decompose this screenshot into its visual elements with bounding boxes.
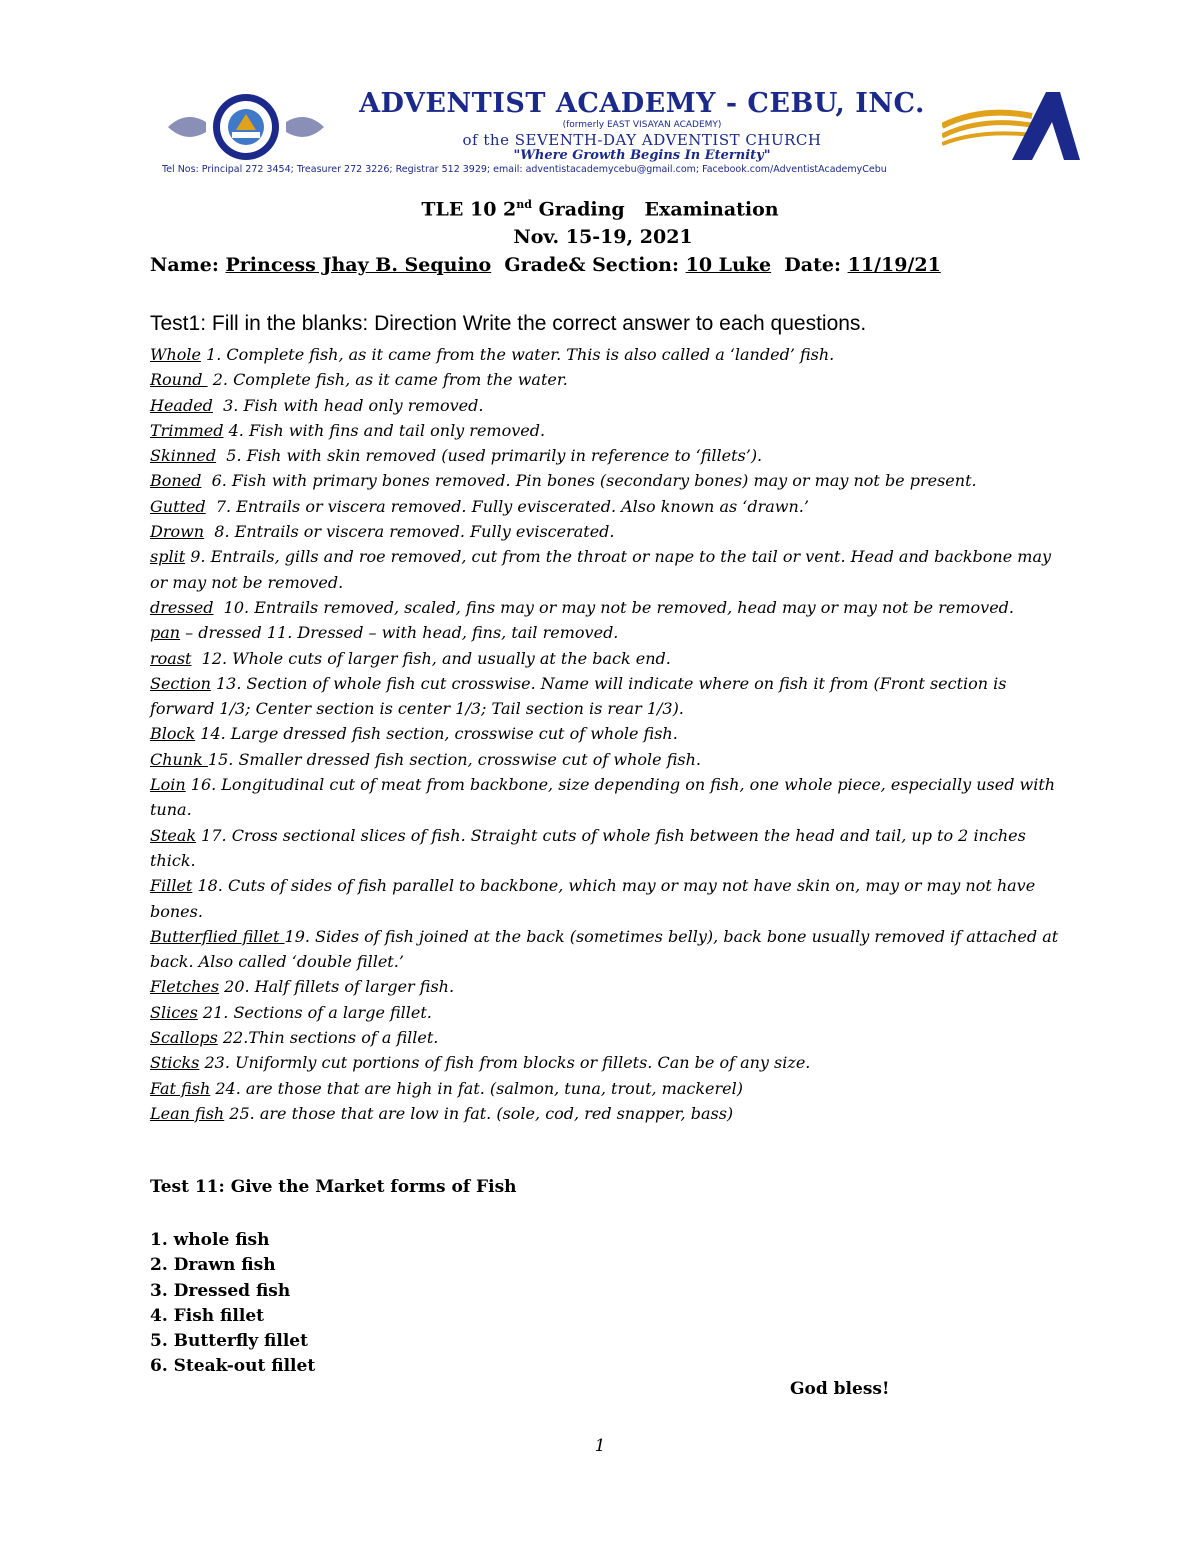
question-text: 5. Fish with skin removed (used primarily in reference to ‘fillets’). [216, 446, 763, 466]
answer-text: Drown [150, 522, 205, 542]
exam-dates: Nov. 15-19, 2021 [513, 226, 693, 248]
name-label: Name: [150, 254, 226, 276]
contact-line: Tel Nos: Principal 272 3454; Treasurer 272 3226; Registrar 512 3929; email: adventistacademycebu@gmail.com; Facebook.com/AdventistAcademyCebu [162, 164, 887, 175]
answer-text: Fat fish [150, 1078, 211, 1098]
question-item [150, 646, 1070, 671]
answer-text: Butterflied fillet [150, 926, 285, 946]
question-text: 2. Complete fish, as it came from the water. [207, 370, 568, 390]
answer-text: Section [150, 673, 211, 693]
question-item [150, 1000, 1070, 1025]
answer-text: Loin [150, 775, 186, 795]
question-text: – dressed 11. Dressed – with head, fins, tail removed. [180, 623, 619, 643]
school-motto: "Where Growth Begins In Eternity" [513, 148, 771, 163]
answer-text: dressed [150, 597, 214, 617]
date-label: Date: [771, 254, 848, 276]
exam-title-suffix: Grading Examination [531, 198, 779, 221]
answer-text: Chunk [150, 749, 208, 769]
answer-text: split [150, 547, 186, 567]
exam-title-sup: nd [516, 198, 532, 211]
question-item [150, 595, 1070, 620]
question-item [150, 443, 1070, 468]
market-form-item: 6. Steak-out fillet [150, 1356, 316, 1377]
question-text: 22.Thin sections of a fillet. [217, 1028, 439, 1048]
school-seal-logo [166, 92, 326, 162]
question-item [150, 342, 1070, 367]
answer-text: Steak [150, 825, 197, 845]
question-item [150, 1076, 1070, 1101]
question-text: 24. are those that are high in fat. (salmon, tuna, trout, mackerel) [210, 1078, 743, 1098]
question-item [150, 873, 1070, 924]
question-text: 12. Whole cuts of larger fish, and usually at the back end. [191, 648, 671, 668]
market-form-item: 3. Dressed fish [150, 1280, 291, 1301]
question-text: 25. are those that are low in fat. (sole, cod, red snapper, bass) [224, 1103, 734, 1123]
student-section: 10 Luke [685, 254, 772, 276]
question-item [150, 1101, 1070, 1126]
question-item [150, 393, 1070, 418]
market-form-item: 5. Butterfly fillet [150, 1331, 308, 1352]
question-item [150, 924, 1070, 975]
question-item [150, 671, 1070, 722]
question-text: 9. Entrails, gills and roe removed, cut from the throat or nape to the tail or vent. Head and backbone may or may not be removed. [150, 547, 1057, 592]
question-text: 19. Sides of fish joined at the back (sometimes belly), back bone usually removed if attached at back. Also called ‘double fillet.’ [150, 926, 1064, 972]
question-item [150, 367, 1070, 392]
page-number: 1 [594, 1436, 606, 1456]
question-text: 20. Half fillets of larger fish. [219, 977, 455, 997]
question-item [150, 494, 1070, 519]
question-text: 21. Sections of a large fillet. [197, 1002, 432, 1022]
answer-text: Fillet [150, 876, 193, 896]
question-text: 7. Entrails or viscera removed. Fully eviscerated. Also known as ‘drawn.’ [205, 496, 809, 516]
market-form-item: 2. Drawn fish [150, 1255, 276, 1276]
question-text: 10. Entrails removed, scaled, fins may or may not be removed, head may or may not be removed. [213, 597, 1014, 617]
exam-title-prefix: TLE 10 2 [421, 198, 517, 221]
question-text: 8. Entrails or viscera removed. Fully eviscerated. [204, 522, 615, 542]
answer-text: pan [150, 623, 181, 643]
test2-heading: Test 11: Give the Market forms of Fish [150, 1177, 517, 1197]
answer-text: Gutted [150, 496, 206, 516]
answer-text: Round [150, 370, 208, 390]
question-text: 15. Smaller dressed fish section, crosswise cut of whole fish. [207, 749, 701, 769]
exam-date: 11/19/21 [847, 254, 941, 276]
question-item [150, 747, 1070, 772]
question-text: 4. Fish with fins and tail only removed. [223, 420, 546, 440]
school-name: ADVENTIST ACADEMY - CEBU, INC. [359, 88, 925, 119]
adventist-a-logo [942, 86, 1080, 162]
student-name: Princess Jhay B. Sequino [225, 254, 492, 276]
student-info [150, 254, 941, 276]
answer-text: Lean fish [150, 1103, 225, 1123]
question-item [150, 974, 1070, 999]
question-item [150, 1050, 1070, 1075]
closing-note: God bless! [790, 1379, 890, 1399]
question-item [150, 721, 1070, 746]
answer-text: Trimmed [150, 420, 224, 440]
question-text: 6. Fish with primary bones removed. Pin bones (secondary bones) may or may not be present. [201, 471, 977, 491]
answer-text: Sticks [150, 1053, 200, 1073]
answer-text: Skinned [150, 446, 217, 466]
question-item [150, 544, 1070, 595]
answer-text: Fletches [150, 977, 220, 997]
question-text: 1. Complete fish, as it came from the water. This is also called a ‘landed’ fish. [200, 345, 835, 364]
question-item [150, 823, 1070, 874]
question-item [150, 772, 1070, 823]
question-item [150, 468, 1070, 493]
question-text: 14. Large dressed fish section, crosswise cut of whole fish. [195, 724, 678, 744]
test1-items [150, 342, 1070, 1126]
answer-text: roast [150, 648, 192, 668]
market-form-item: 1. whole fish [150, 1230, 270, 1250]
test1-heading: Test1: Fill in the blanks: Direction Write the correct answer to each questions. [150, 312, 867, 335]
market-form-item: 4. Fish fillet [150, 1305, 264, 1326]
question-text: 23. Uniformly cut portions of fish from blocks or fillets. Can be of any size. [199, 1053, 811, 1073]
question-text: 17. Cross sectional slices of fish. Straight cuts of whole fish between the head and tail, up to 2 inches thick. [150, 825, 1031, 870]
answer-text: Scallops [150, 1028, 218, 1048]
question-text: 3. Fish with head only removed. [212, 395, 484, 415]
former-name: (formerly EAST VISAYAN ACADEMY) [562, 120, 722, 130]
question-text: 16. Longitudinal cut of meat from backbone, size depending on fish, one whole piece, especially used with tuna. [150, 775, 1061, 820]
answer-text: Boned [150, 471, 202, 491]
answer-text: Whole [150, 345, 201, 364]
question-item [150, 418, 1070, 443]
question-item [150, 620, 1070, 645]
answer-text: Slices [150, 1002, 198, 1022]
church-name: of the SEVENTH-DAY ADVENTIST CHURCH [462, 131, 822, 149]
question-item [150, 1025, 1070, 1050]
question-text: 13. Section of whole fish cut crosswise. Name will indicate where on fish it from (Front section is forward 1/3; Center section is center 1/3; Tail section is rear 1/3). [150, 673, 1012, 719]
market-forms-list [150, 1228, 315, 1380]
answer-text: Headed [150, 395, 213, 415]
question-item [150, 519, 1070, 544]
answer-text: Block [150, 724, 196, 744]
exam-title [0, 198, 1200, 220]
section-label: Grade& Section: [491, 254, 686, 276]
letterhead [162, 86, 1080, 178]
question-text: 18. Cuts of sides of fish parallel to backbone, which may or may not have skin on, may or may not have bones. [150, 876, 1041, 921]
